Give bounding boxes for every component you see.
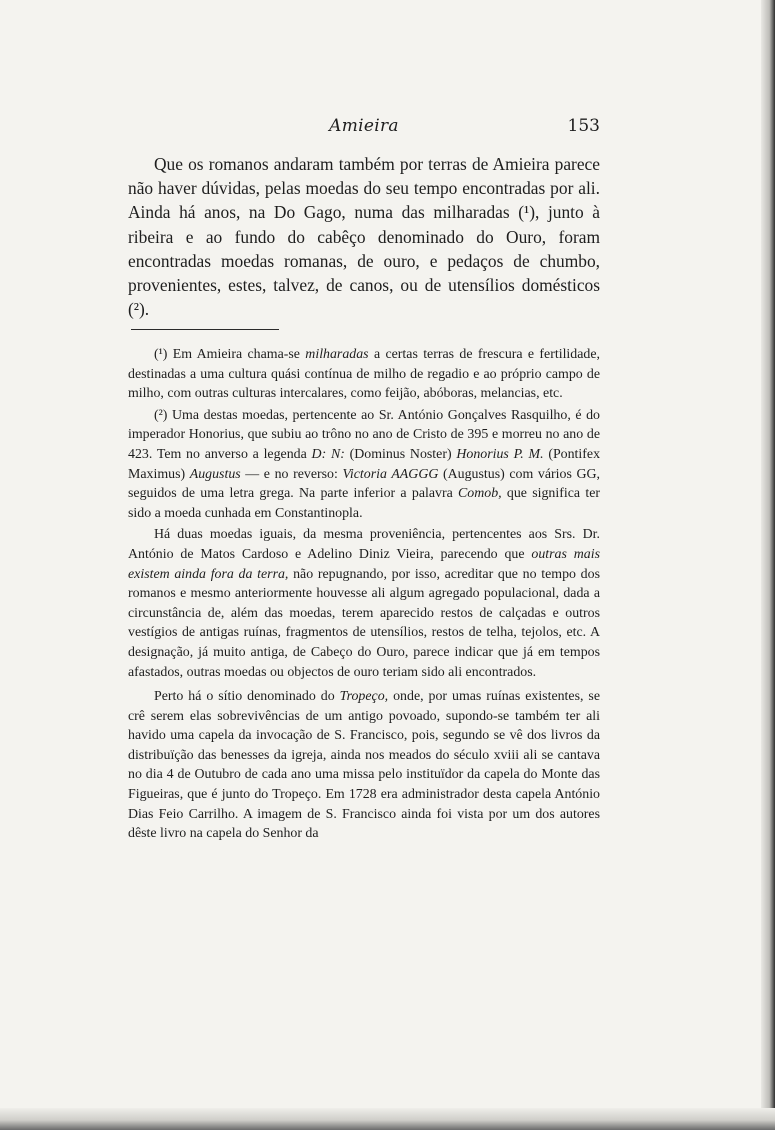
footnote-paragraph-2: Há duas moedas iguais, da mesma proveniência, pertencentes aos Srs. Dr. António de Matos Cardoso e Adelino Diniz Vieira, parecendo que outras mais existem ainda fora da terra, não repugnando, por isso, acreditar que no tempo dos romanos e mesmo anteriormente houvesse ali algum agregado populacional, dada a circunstância de, além das moedas, terem aparecido restos de calçadas e outros vestígios de antigas ruínas, fragmentos de utensílios, restos de telha, tejolos, etc. A designação, já muito antiga, de Cabeço do Ouro, parece indicar que já em tempos afastados, outras moedas ou objectos de ouro teriam sido ali encontrados. [128, 527, 600, 680]
footnote-separator [131, 329, 279, 330]
running-title: Amieira [329, 116, 399, 136]
footnote-1-term: milharadas [305, 347, 369, 362]
footnote-2-marker: (²) [154, 407, 168, 423]
main-text [128, 152, 600, 321]
footnote-2: (²) Uma destas moedas, pertencente ao Sr. António Gonçalves Rasquilho, é do imperador Honorius, que subiu ao trôno no ano de Cristo de 395 e morreu no ano de 423. Tem no anverso a legenda D: N: (Dominus Noster) Honorius P. M. (Pontifex Maximus) Augustus — e no reverso: Victoria AAGGG (Augustus) com vários GG, seguidos de uma letra grega. Na parte inferior a palavra Comob, que significa ter sido a moeda cunhada em Constantinopla. [128, 407, 601, 521]
footnote-paragraph-3: Perto há o sítio denominado do Tropeço, onde, por umas ruínas existentes, se crê serem elas sobrevivências de um antigo povoado, supondo-se também ter ali havido uma capela da invocação de S. Francisco, pois, segundo se vê dos livros da distribuïção das benesses da igreja, ainda nos meados do século xviii ali se cantava no dia 4 de Outubro de cada ano uma missa pelo instituïdor da capela do Monte das Figueiras, que é junto do Tropeço. Em 1728 era administrador desta capela António Dias Feio Carrilho. A imagem de S. Francisco ainda foi vista por um dos autores dêste livro na capela do Senhor da [128, 689, 600, 842]
page-edge-right [761, 0, 775, 1130]
running-header [128, 116, 600, 140]
footnotes [128, 345, 600, 846]
page-edge-bottom [0, 1108, 775, 1130]
page-number: 153 [567, 116, 600, 136]
main-paragraph: Que os romanos andaram também por terras de Amieira parece não haver dúvidas, pelas moedas do seu tempo encontradas por ali. Ainda há anos, na Do Gago, numa das milharadas (¹), junto à ribeira e ao fundo do cabêço denominado do Ouro, foram encontradas moedas romanas, de ouro, e pedaços de chumbo, provenientes, estes, talvez, de canos, ou de utensílios domésticos (²). [128, 154, 600, 320]
footnote-1-marker: (¹) [154, 347, 168, 362]
footnote-1: (¹) Em Amieira chama-se milharadas a certas terras de frescura e fertilidade, destinadas a uma cultura quási contínua de milho de regadio e ao próprio campo de milho, com outras culturas intercalares, como feijão, abóboras, melancias, etc. [128, 347, 600, 402]
